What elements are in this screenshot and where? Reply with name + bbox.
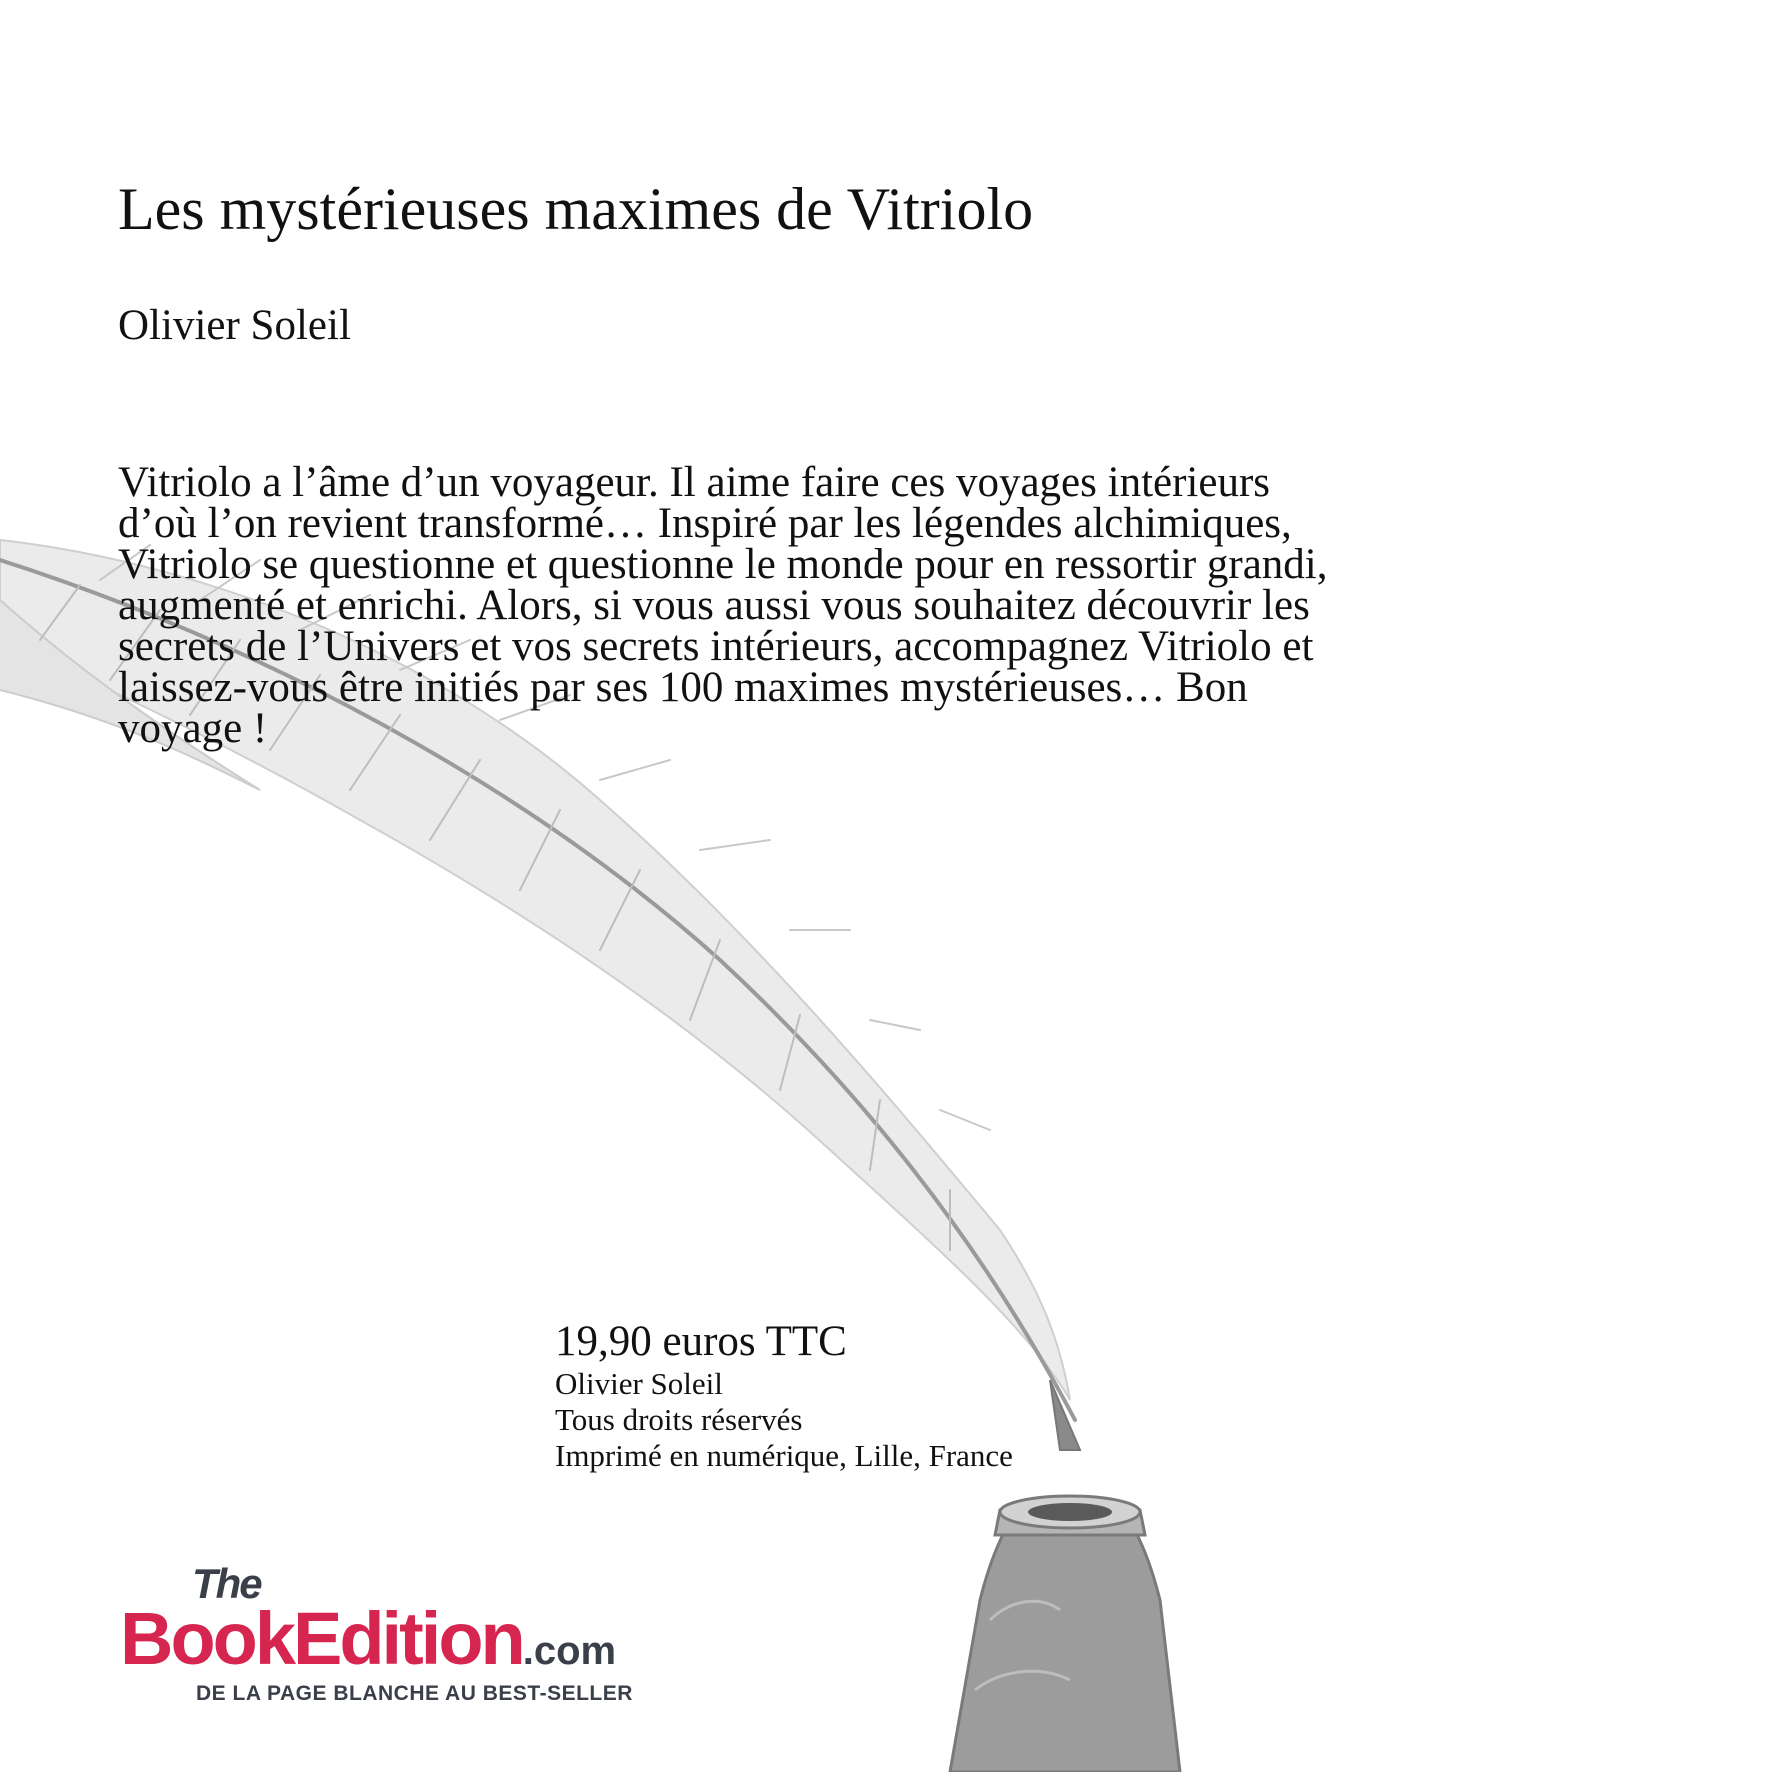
book-summary: Vitriolo a l’âme d’un voyageur. Il aime faire ces voyages intérieurs d’où l’on revient transformé… Inspiré par les légendes alchimiques, Vitriolo se questionne et questionne le monde pour en ressortir grandi, augmenté et enrichi. Alors, si vous aussi vous souhaitez découvrir les secrets de l’Univers et vos secrets intérieurs, accompagnez Vitriolo et laissez-vous être initiés par ses 100 maximes mystérieuses… Bon voyage ! [118, 459, 1328, 752]
logo-the: The [192, 1560, 261, 1607]
book-author: Olivier Soleil [118, 302, 351, 349]
logo-domain: .com [522, 1629, 617, 1673]
logo-brand [120, 1596, 616, 1681]
publisher-logo [120, 1560, 720, 1710]
inkwell-icon [950, 1496, 1180, 1772]
print-location: Imprimé en numérique, Lille, France [555, 1438, 1013, 1473]
colophon-author: Olivier Soleil [555, 1366, 723, 1401]
colophon [555, 1318, 1013, 1474]
logo-tagline: DE LA PAGE BLANCHE AU BEST-SELLER [196, 1682, 633, 1705]
rights-notice: Tous droits réservés [555, 1402, 803, 1437]
book-title: Les mystérieuses maximes de Vitriolo [118, 176, 1034, 242]
logo-brand-name: BookEdition [120, 1597, 523, 1680]
price-label: 19,90 euros TTC [555, 1318, 847, 1365]
